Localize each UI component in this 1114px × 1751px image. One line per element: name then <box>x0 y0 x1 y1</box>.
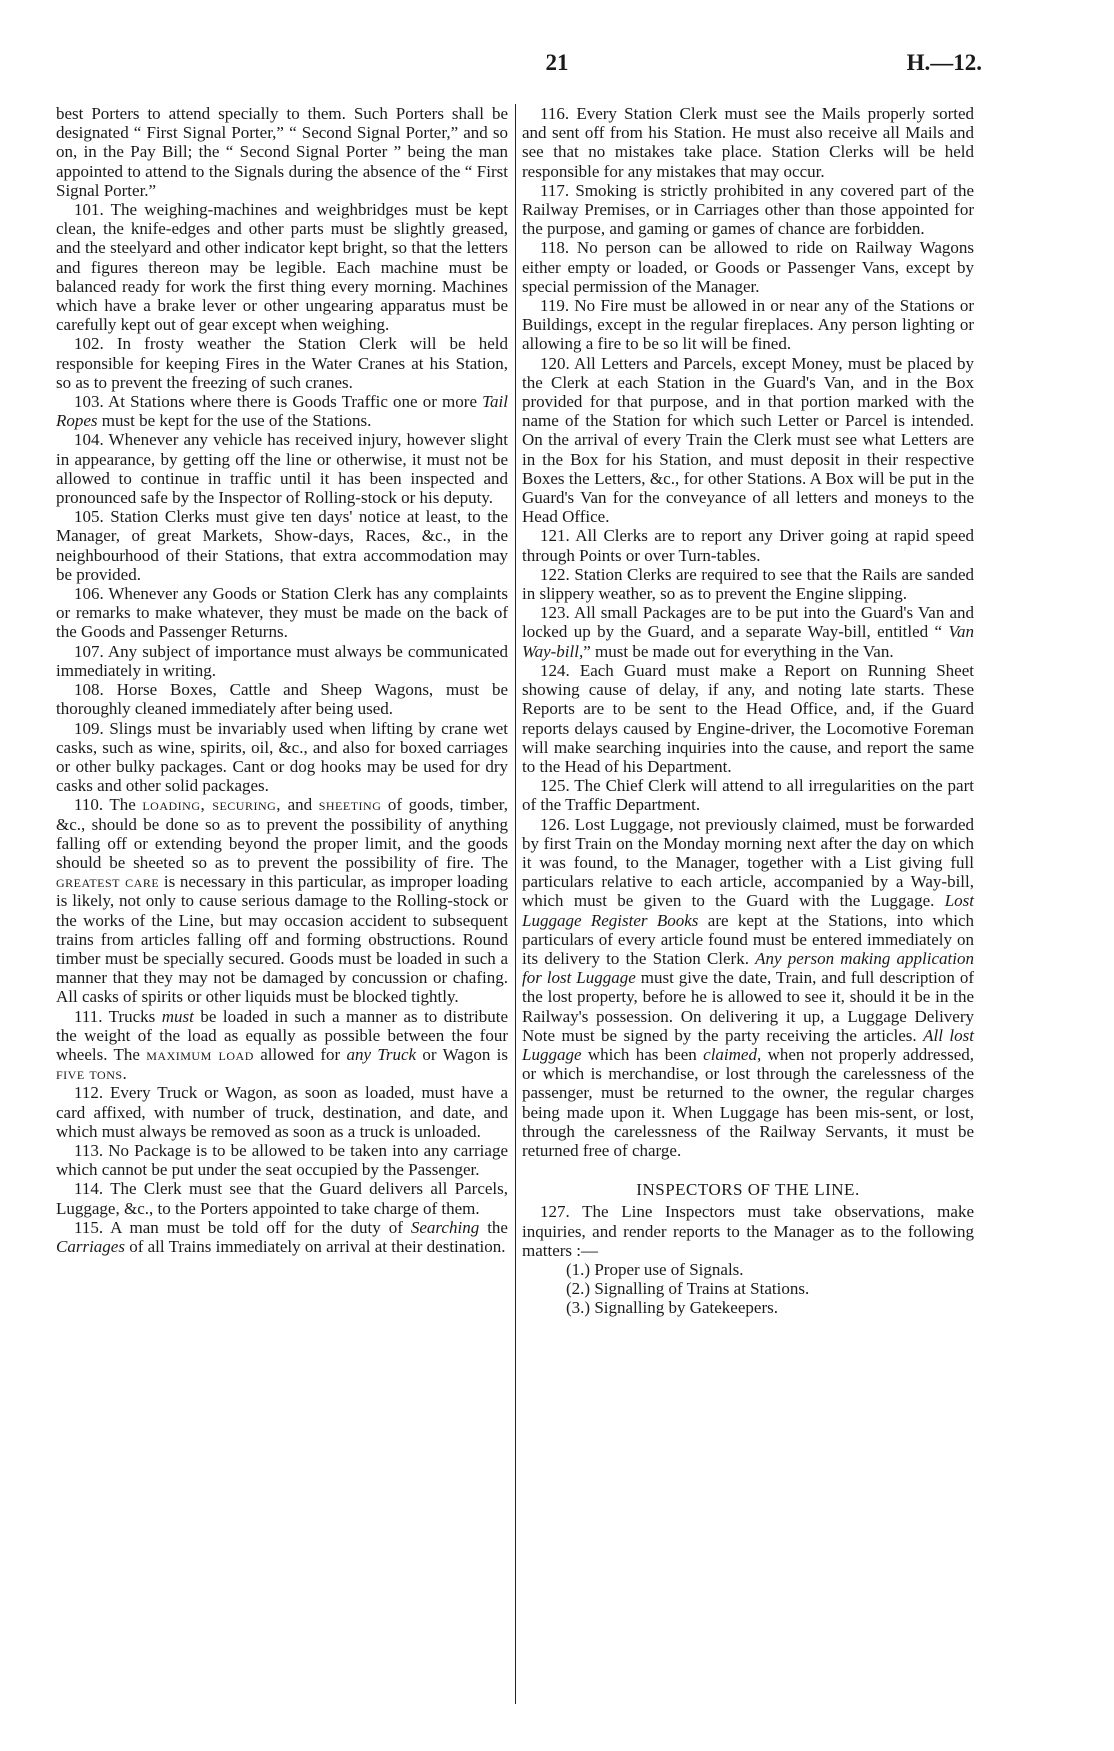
text-run: or Wagon is <box>416 1044 508 1064</box>
italic-run: claimed, <box>703 1044 762 1064</box>
text-run: and <box>281 795 319 815</box>
italic-run: any Truck <box>346 1044 417 1064</box>
page-number: 21 <box>545 50 569 75</box>
document-reference: H.—12. <box>906 50 982 75</box>
smallcaps-run: maximum load <box>146 1044 254 1064</box>
paragraph-121: 121. All Clerks are to report any Driver going at rapid speed through Points or over Turn-tables. <box>522 526 974 565</box>
paragraph-106: 106. Whenever any Goods or Station Clerk has any complaints or remarks to make whatever, they must be made on the back of the Goods and Passenger Returns. <box>56 584 508 642</box>
italic-run: Any person making application for lost Luggage <box>522 948 974 988</box>
paragraph-112: 112. Every Truck or Wagon, as soon as loaded, must have a card affixed, with number of truck, destination, and date, and which must always be removed as soon as a truck is unloaded. <box>56 1083 508 1141</box>
text-run: of goods, timber, &c., should be done so as to prevent the possibility of anything falling off or extending beyond the proper limit, and the goods should be sheeted so as to prevent the possibility of fire. The <box>56 795 508 872</box>
paragraph-119: 119. No Fire must be allowed in or near any of the Stations or Buildings, except in the regular fireplaces. Any person lighting or allowing a fire to be so lit will be fined. <box>522 296 974 354</box>
text-run: must be kept for the use of the Stations. <box>97 411 372 431</box>
paragraph-127: 127. The Line Inspectors must take observations, make inquiries, and render reports to the Manager as to the following matters :— <box>522 1202 974 1260</box>
text-run: which has been <box>581 1044 704 1064</box>
paragraph-114: 114. The Clerk must see that the Guard delivers all Parcels, Luggage, &c., to the Porters appointed to take charge of them. <box>56 1179 508 1218</box>
text-run: must give the date, Train, and full description of the lost property, before he is allowed to see it, should it be in the Railway's possession. On delivering it up, a Luggage Delivery Note must be signed by the party receiving the articles. <box>522 968 974 1045</box>
list-item: (2.) Signalling of Trains at Stations. <box>566 1279 810 1299</box>
text-run: 115. A man must be told off for the duty of <box>74 1217 411 1237</box>
smallcaps-run: sheeting <box>318 795 382 815</box>
text-run: 110. The <box>74 795 143 815</box>
smallcaps-run: five tons. <box>56 1064 128 1084</box>
paragraph-115 <box>56 1218 508 1256</box>
text-run: 103. At Stations where there is Goods Traffic one or more <box>74 392 483 412</box>
right-column <box>522 104 974 1318</box>
paragraph-105: 105. Station Clerks must give ten days' notice at least, to the Manager, of great Markets, Show-days, Races, &c., in the neighbourhood of their Stations, that extra accommodation may be provided. <box>56 507 508 584</box>
text-run: the <box>479 1217 508 1237</box>
text-run: is necessary in this particular, as improper loading is likely, not only to cause serious damage to the Rolling-stock or the works of the Line, but may occasion accident to subsequent trains from articles falling off and forming obstructions. Round timber must be specially secured. Goods must be loaded in such a manner that they may not be damaged by concussion or chafing. All casks of spirits or other liquids must be blocked tightly. <box>56 872 508 1007</box>
italic-run: must <box>161 1006 194 1026</box>
paragraph-111 <box>56 1007 508 1084</box>
paragraph-117: 117. Smoking is strictly prohibited in any covered part of the Railway Premises, or in Carriages other than those appointed for the purpose, and gaming or games of chance are forbidden. <box>522 180 974 239</box>
text-run: 123. All small Packages are to be put into the Guard's Van and locked up by the Guard, and a separate Way-bill, entitled “ <box>522 603 974 642</box>
paragraph-103 <box>56 392 508 430</box>
italic-run: Carriages <box>56 1236 125 1256</box>
paragraph-continued: best Porters to attend specially to them. Such Porters shall be designated “ First Signal Porter,” “ Second Signal Porter,” and so on, in the Pay Bill; the “ Second Signal Porter ” being the man appointed to attend to the Signals during the absence of the “ First Signal Porter.” <box>56 104 508 200</box>
list-item: (1.) Proper use of Signals. <box>566 1259 744 1279</box>
italic-run: Searching <box>410 1217 480 1237</box>
left-column <box>56 104 508 1256</box>
text-run: 111. Trucks <box>74 1006 162 1026</box>
text-run: be loaded in such a manner as to distribute the weight of the load as equally as possible between the four wheels. The <box>56 1006 508 1064</box>
text-run: ” must be made out for everything in the Van. <box>583 641 894 661</box>
smallcaps-run: loading, securing, <box>142 795 282 815</box>
paragraph-122: 122. Station Clerks are required to see that the Rails are sanded in slippery weather, so as to prevent the Engine slipping. <box>522 564 974 604</box>
paragraph-118: 118. No person can be allowed to ride on Railway Wagons either empty or loaded, or Goods or Passenger Vans, except by special permission of the Manager. <box>522 238 974 296</box>
matters-list <box>522 1260 974 1318</box>
italic-run: All lost Luggage <box>522 1025 974 1064</box>
paragraph-116: 116. Every Station Clerk must see the Mails properly sorted and sent off from his Station. He must also receive all Mails and see that no mistakes take place. Station Clerks will be held responsible for any mistakes that may occur. <box>522 104 974 181</box>
paragraph-113: 113. No Package is to be allowed to be taken into any carriage which cannot be put under the seat occupied by the Passenger. <box>56 1140 508 1180</box>
text-run: are kept at the Stations, into which particulars of every article found must be entered immediately on its delivery to the Station Clerk. <box>522 910 974 968</box>
paragraph-102: 102. In frosty weather the Station Clerk will be held responsible for keeping Fires in the Water Cranes at his Station, so as to prevent the freezing of such cranes. <box>56 334 508 392</box>
paragraph-104: 104. Whenever any vehicle has received injury, however slight in appearance, by getting off the line or otherwise, it must not be allowed to continue in traffic until it has been inspected and pronounced safe by the Inspector of Rolling-stock or his deputy. <box>56 430 508 508</box>
paragraph-125: 125. The Chief Clerk will attend to all irregularities on the part of the Traffic Department. <box>522 776 974 815</box>
paragraph-108: 108. Horse Boxes, Cattle and Sheep Wagons, must be thoroughly cleaned immediately after being used. <box>56 680 508 719</box>
paragraph-126 <box>522 815 974 1161</box>
section-heading: INSPECTORS OF THE LINE. <box>636 1180 860 1200</box>
text-run: 126. Lost Luggage, not previously claimed, must be forwarded by first Train on the Monday morning next after the day on which it was found, to the Manager, together with a List giving full particulars relative to each article, accompanied by a Way-bill, which must be given to the Guard with the Luggage. <box>522 814 974 911</box>
column-divider <box>515 104 516 1704</box>
paragraph-124: 124. Each Guard must make a Report on Running Sheet showing cause of delay, if any, and noting late starts. These Reports are to be sent to the Head Office, and, if the Guard reports delays caused by Engine-driver, the Locomotive Foreman will make searching inquiries into the cause, and report the same to the Head of his Department. <box>522 660 974 776</box>
smallcaps-run: greatest care <box>56 872 160 892</box>
paragraph-107: 107. Any subject of importance must always be communicated immediately in writing. <box>56 641 508 680</box>
text-run: when not properly addressed, or which is merchandise, or lost through the carelessness of the passenger, must be returned to the owner, the regular charges being made upon it. When Luggage has been mis-sent, or lost, through the carelessness of the Railway Servants, it must be returned free of charge. <box>522 1044 974 1160</box>
text-run: of all Trains immediately on arrival at their destination. <box>124 1236 506 1256</box>
paragraph-101: 101. The weighing-machines and weighbridges must be kept clean, the knife-edges and other parts must be slightly greased, and the steelyard and other indicator kept bright, so that the letters and figures thereon may be legible. Each machine must be balanced ready for work the first thing every morning. Machines which have a brake lever or other ungearing apparatus must be carefully kept out of gear except when weighing. <box>56 200 508 335</box>
italic-run: Tail Ropes <box>56 392 508 431</box>
paragraph-110 <box>56 795 508 1006</box>
text-run: allowed for <box>253 1044 347 1064</box>
italic-run: Van Way-bill, <box>522 622 974 661</box>
list-item: (3.) Signalling by Gatekeepers. <box>566 1298 778 1318</box>
paragraph-109: 109. Slings must be invariably used when lifting by crane wet casks, such as wine, spirits, oil, &c., and also for boxed carriages or other bulky packages. Cant or dog hooks may be used for dry casks and other solid packages. <box>56 718 508 796</box>
paragraph-123 <box>522 603 974 661</box>
italic-run: Lost Luggage Register Books <box>522 891 974 930</box>
paragraph-120: 120. All Letters and Parcels, except Money, must be placed by the Clerk at each Station in the Guard's Van, and in the Box provided for that purpose, and in that portion marked with the name of the Station for which such Letter or Parcel is intended. On the arrival of every Train the Clerk must see what Letters are in the Box for his Station, and must deposit in their respective Boxes the Letters, &c., for other Stations. A Box will be put in the Guard's Van for the conveyance of all letters and moneys to the Head Office. <box>522 353 974 527</box>
